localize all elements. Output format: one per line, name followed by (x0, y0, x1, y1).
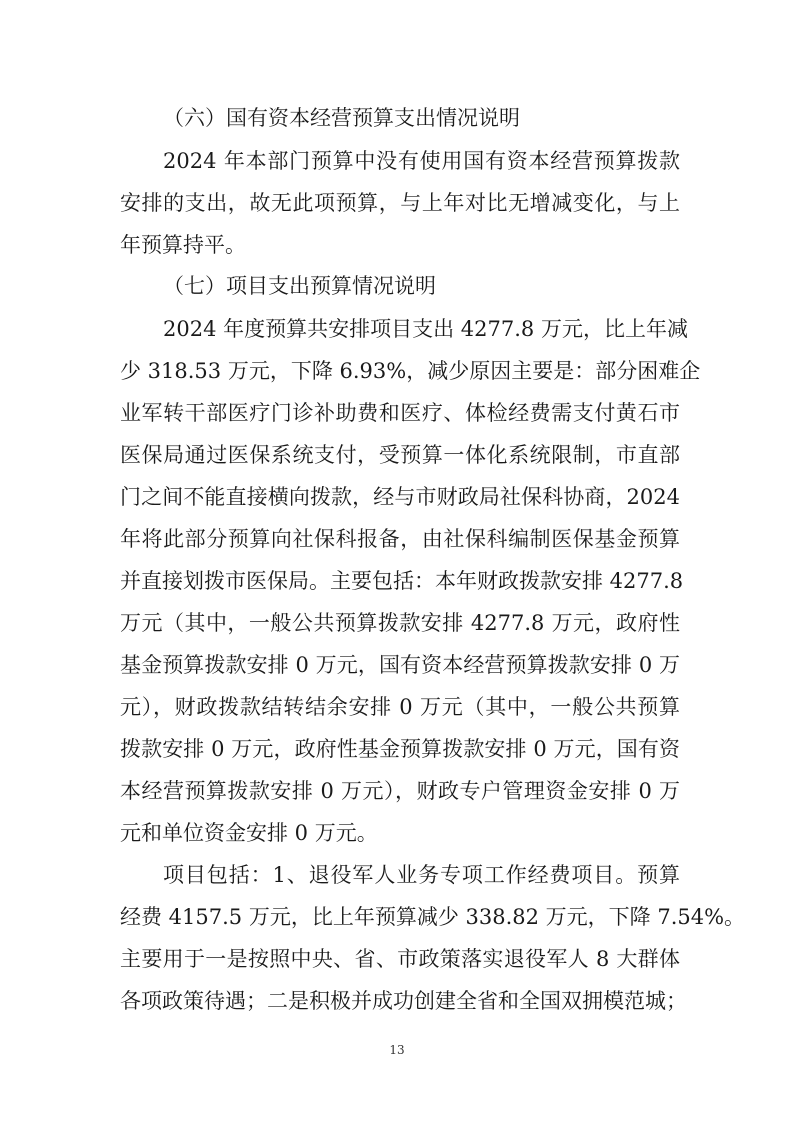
paragraph-line: 基金预算拨款安排 0 万元，国有资本经营预算拨款安排 0 万 (120, 653, 680, 677)
paragraph-line: 各项政策待遇；二是积极并成功创建全省和全国双拥模范城； (120, 989, 687, 1013)
paragraph-line: 并直接划拨市医保局。主要包括：本年财政拨款安排 4277.8 (120, 569, 684, 593)
paragraph-line: 门之间不能直接横向拨款，经与市财政局社保科协商，2024 (120, 485, 680, 509)
paragraph-line: 元），财政拨款结转结余安排 0 万元（其中，一般公共预算 (120, 695, 680, 719)
paragraph-line: 元和单位资金安排 0 万元。 (120, 821, 378, 845)
paragraph-line: 医保局通过医保系统支付，受预算一体化系统限制，市直部 (120, 443, 680, 467)
paragraph-line: 经费 4157.5 万元，比上年预算减少 338.82 万元，下降 7.54%。 (120, 905, 746, 929)
paragraph-line: 业军转干部医疗门诊补助费和医疗、体检经费需支付黄石市 (120, 401, 680, 425)
paragraph-line: 少 318.53 万元，下降 6.93%，减少原因主要是：部分困难企 (120, 359, 701, 383)
paragraph-line: 2024 年本部门预算中没有使用国有资本经营预算拨款 (163, 149, 680, 173)
paragraph-line: 本经营预算拨款安排 0 万元），财政专户管理资金安排 0 万 (120, 779, 680, 803)
page-number: 13 (389, 1043, 405, 1057)
paragraph-line: 项目包括：1、退役军人业务专项工作经费项目。预算 (163, 863, 680, 887)
paragraph-line: 安排的支出，故无此项预算，与上年对比无增减变化，与上 (120, 191, 680, 215)
paragraph-line: 2024 年度预算共安排项目支出 4277.8 万元，比上年减 (163, 317, 688, 341)
section-heading-6: （六）国有资本经营预算支出情况说明 (163, 106, 520, 130)
paragraph-line: 主要用于一是按照中央、省、市政策落实退役军人 8 大群体 (120, 947, 680, 971)
paragraph-line: 万元（其中，一般公共预算拨款安排 4277.8 万元，政府性 (120, 611, 680, 635)
paragraph-line: 年预算持平。 (120, 233, 246, 257)
section-heading-7: （七）项目支出预算情况说明 (163, 274, 436, 298)
paragraph-line: 年将此部分预算向社保科报备，由社保科编制医保基金预算 (120, 527, 680, 551)
paragraph-line: 拨款安排 0 万元，政府性基金预算拨款安排 0 万元，国有资 (120, 737, 680, 761)
